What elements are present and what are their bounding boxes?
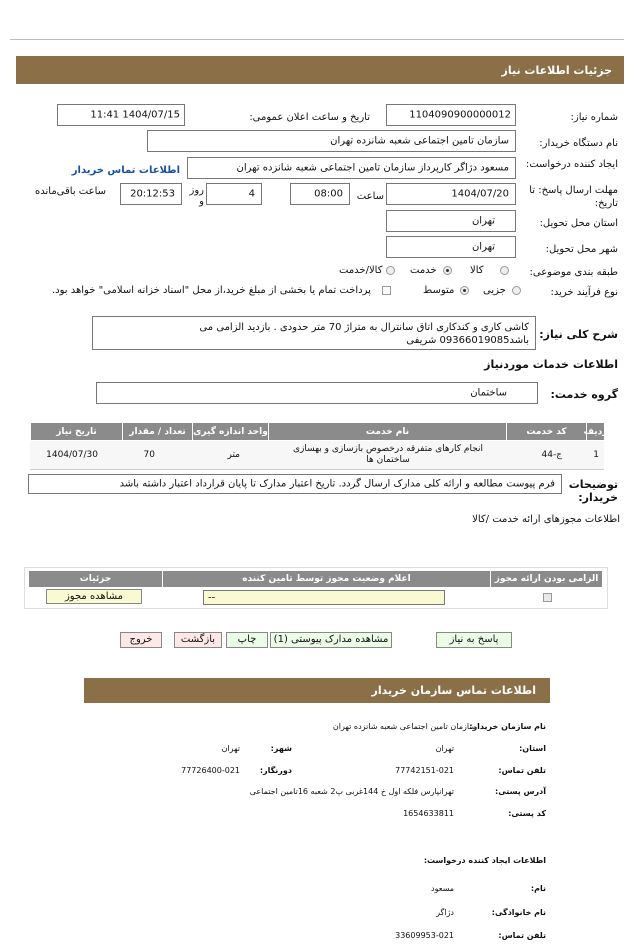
category-option-goods: کالا bbox=[470, 265, 484, 276]
permits-title: اطلاعات مجوزهای ارائه خدمت /کالا bbox=[472, 514, 620, 525]
payment-checkbox[interactable] bbox=[382, 286, 391, 295]
buyer-notes-label: توضیحات خریدار: bbox=[568, 478, 618, 504]
process-label: نوع فرآیند خرید: bbox=[550, 287, 618, 298]
creator-field[interactable]: مسعود دژاگر کارپرداز سازمان تامین اجتماعی شعبه شانزده تهران bbox=[187, 157, 516, 179]
category-label: طبقه بندی موضوعی: bbox=[529, 267, 618, 278]
process-option-medium: متوسط bbox=[423, 285, 455, 296]
page-title: جزئیات اطلاعات نیاز bbox=[501, 64, 612, 77]
col-permit-required: الزامی بودن ارائه مجوز bbox=[490, 571, 602, 587]
creator-section-title: اطلاعات ایجاد کننده درخواست: bbox=[423, 856, 546, 865]
time-label: ساعت bbox=[356, 191, 384, 202]
col-permit-status: اعلام وضعیت مجوز توسط تامین کننده bbox=[162, 571, 490, 587]
remaining-label: ساعت باقی‌مانده bbox=[35, 186, 107, 197]
category-option-service: خدمت bbox=[410, 265, 437, 276]
contact-fax-label: دورنگار: bbox=[259, 766, 292, 775]
contact-city-label: شهر: bbox=[270, 744, 292, 753]
permits-table-header bbox=[28, 571, 602, 587]
creator-name-label: نام: bbox=[530, 884, 546, 893]
category-radio-goods[interactable] bbox=[500, 266, 509, 275]
contact-fax-value: 77726400-021 bbox=[181, 766, 240, 775]
col-qty: تعداد / مقدار bbox=[122, 423, 192, 440]
services-table-header bbox=[30, 423, 608, 440]
description-box bbox=[92, 316, 536, 350]
contact-address-value: تهرانپارس فلکه اول خ 144غ‍ربی پ2 شعبه 16تامین اجتماعی bbox=[249, 787, 454, 796]
process-radio-medium[interactable] bbox=[460, 286, 469, 295]
creator-lastname-label: نام خانوادگی: bbox=[491, 908, 546, 917]
contact-phone-value: 77742151-021 bbox=[395, 766, 454, 775]
col-name: نام خدمت bbox=[268, 423, 506, 440]
row-index: 1 bbox=[593, 450, 599, 460]
table-row bbox=[30, 441, 604, 470]
page-header-bar bbox=[16, 56, 624, 84]
creator-name-value: مسعود bbox=[431, 884, 454, 893]
need-number-field[interactable]: 1104090900000012 bbox=[386, 104, 516, 126]
row-name: انجام کارهای متفرقه درخصوص بازسازی و بهسازی ساختمان ها bbox=[292, 444, 484, 465]
buyer-contact-link[interactable]: اطلاعات تماس خریدار bbox=[71, 165, 180, 176]
contact-province-label: استان: bbox=[519, 744, 546, 753]
creator-phone-label: تلفن تماس: bbox=[498, 931, 546, 940]
top-divider bbox=[10, 39, 624, 40]
city-label: شهر محل تحویل: bbox=[545, 244, 618, 255]
days-field[interactable]: 4 bbox=[206, 183, 262, 205]
print-button[interactable]: چاپ bbox=[226, 632, 268, 648]
contact-province-value: تهران bbox=[435, 744, 454, 753]
row-qty: 70 bbox=[143, 450, 155, 460]
description-label: شرح کلی نیاز: bbox=[539, 328, 618, 341]
province-label: استان محل تحویل: bbox=[539, 218, 618, 229]
respond-button[interactable]: پاسخ به نیاز bbox=[436, 632, 512, 648]
province-field[interactable]: تهران bbox=[386, 210, 516, 232]
creator-label: ایجاد کننده درخواست: bbox=[525, 159, 618, 170]
contact-address-label: آدرس پستی: bbox=[495, 787, 546, 796]
back-button[interactable]: بازگشت bbox=[174, 632, 222, 648]
view-docs-button[interactable]: مشاهده مدارک پیوستی (1) bbox=[270, 632, 392, 648]
announce-label: تاریخ و ساعت اعلان عمومی: bbox=[249, 112, 370, 123]
announce-field[interactable]: 1404/07/15 11:41 bbox=[57, 104, 185, 126]
creator-lastname-value: دژاگر bbox=[436, 908, 454, 917]
col-date: تاریخ نیاز bbox=[30, 423, 122, 440]
remaining-time-field[interactable]: 20:12:53 bbox=[120, 183, 182, 205]
permit-required-checkbox bbox=[543, 593, 552, 602]
buyer-org-label: نام دستگاه خریدار: bbox=[539, 138, 618, 149]
buyer-org-field[interactable]: سازمان تامین اجتماعی شعبه شانزده تهران bbox=[147, 130, 516, 152]
contact-city-value: تهران bbox=[221, 744, 240, 753]
col-code: کد خدمت bbox=[506, 423, 586, 440]
row-date: 1404/07/30 bbox=[46, 450, 98, 460]
row-unit: متر bbox=[227, 450, 240, 460]
deadline-label: مهلت ارسال پاسخ: تا تاریخ: bbox=[529, 185, 618, 209]
service-group-field: ساختمان bbox=[96, 382, 538, 404]
contact-title: اطلاعات تماس سازمان خریدار bbox=[371, 684, 536, 697]
category-option-both: کالا/خدمت bbox=[339, 265, 383, 276]
view-permit-button[interactable]: مشاهده مجوز bbox=[46, 589, 142, 604]
category-radio-service[interactable] bbox=[443, 266, 452, 275]
contact-org-label: نام سازمان خریدار: bbox=[469, 722, 546, 731]
category-radio-both[interactable] bbox=[386, 266, 395, 275]
city-field[interactable]: تهران bbox=[386, 236, 516, 258]
deadline-time-field[interactable]: 08:00 bbox=[290, 183, 350, 205]
col-index: ردیف bbox=[586, 423, 604, 440]
contact-org-value: سازمان تامین اجتماعی شعبه شانزده تهران bbox=[332, 722, 476, 731]
description-text: کاشی کاری و کندکاری اتاق سانترال به متراژ 70 متر حدودی . بازدید الزامی می باشد09366019085 شریفی bbox=[199, 322, 529, 346]
services-section-title: اطلاعات خدمات موردنیاز bbox=[484, 358, 618, 371]
col-permit-details: جزئیات bbox=[28, 571, 162, 587]
deadline-date-field[interactable]: 1404/07/20 bbox=[386, 183, 516, 205]
exit-button[interactable]: خروج bbox=[120, 632, 162, 648]
contact-postal-value: 1654633811 bbox=[403, 809, 454, 818]
process-option-minor: جزیی bbox=[483, 285, 506, 296]
buyer-notes-box: فرم پیوست مطالعه و ارائه کلی مدارک ارسال گردد. تاریخ اعتبار مدارک تا پایان قرارداد اعتبار داشته باشد bbox=[28, 474, 562, 494]
service-group-label: گروه خدمت: bbox=[550, 388, 618, 401]
creator-phone-value: 33609953-021 bbox=[395, 931, 454, 940]
col-unit: واحد اندازه گیری bbox=[192, 423, 268, 440]
days-label: روز و bbox=[189, 185, 204, 207]
contact-header-bar bbox=[84, 678, 550, 703]
need-number-label: شماره نیاز: bbox=[570, 112, 618, 123]
contact-postal-label: کد پستی: bbox=[508, 809, 546, 818]
contact-phone-label: تلفن تماس: bbox=[498, 766, 546, 775]
row-code: ج-44 bbox=[541, 450, 562, 460]
permit-status-field[interactable]: -- bbox=[203, 590, 445, 605]
process-radio-minor[interactable] bbox=[512, 286, 521, 295]
payment-note: پرداخت تمام یا بخشی از مبلغ خرید،از محل "اسناد خزانه اسلامی" خواهد بود. bbox=[52, 285, 371, 296]
